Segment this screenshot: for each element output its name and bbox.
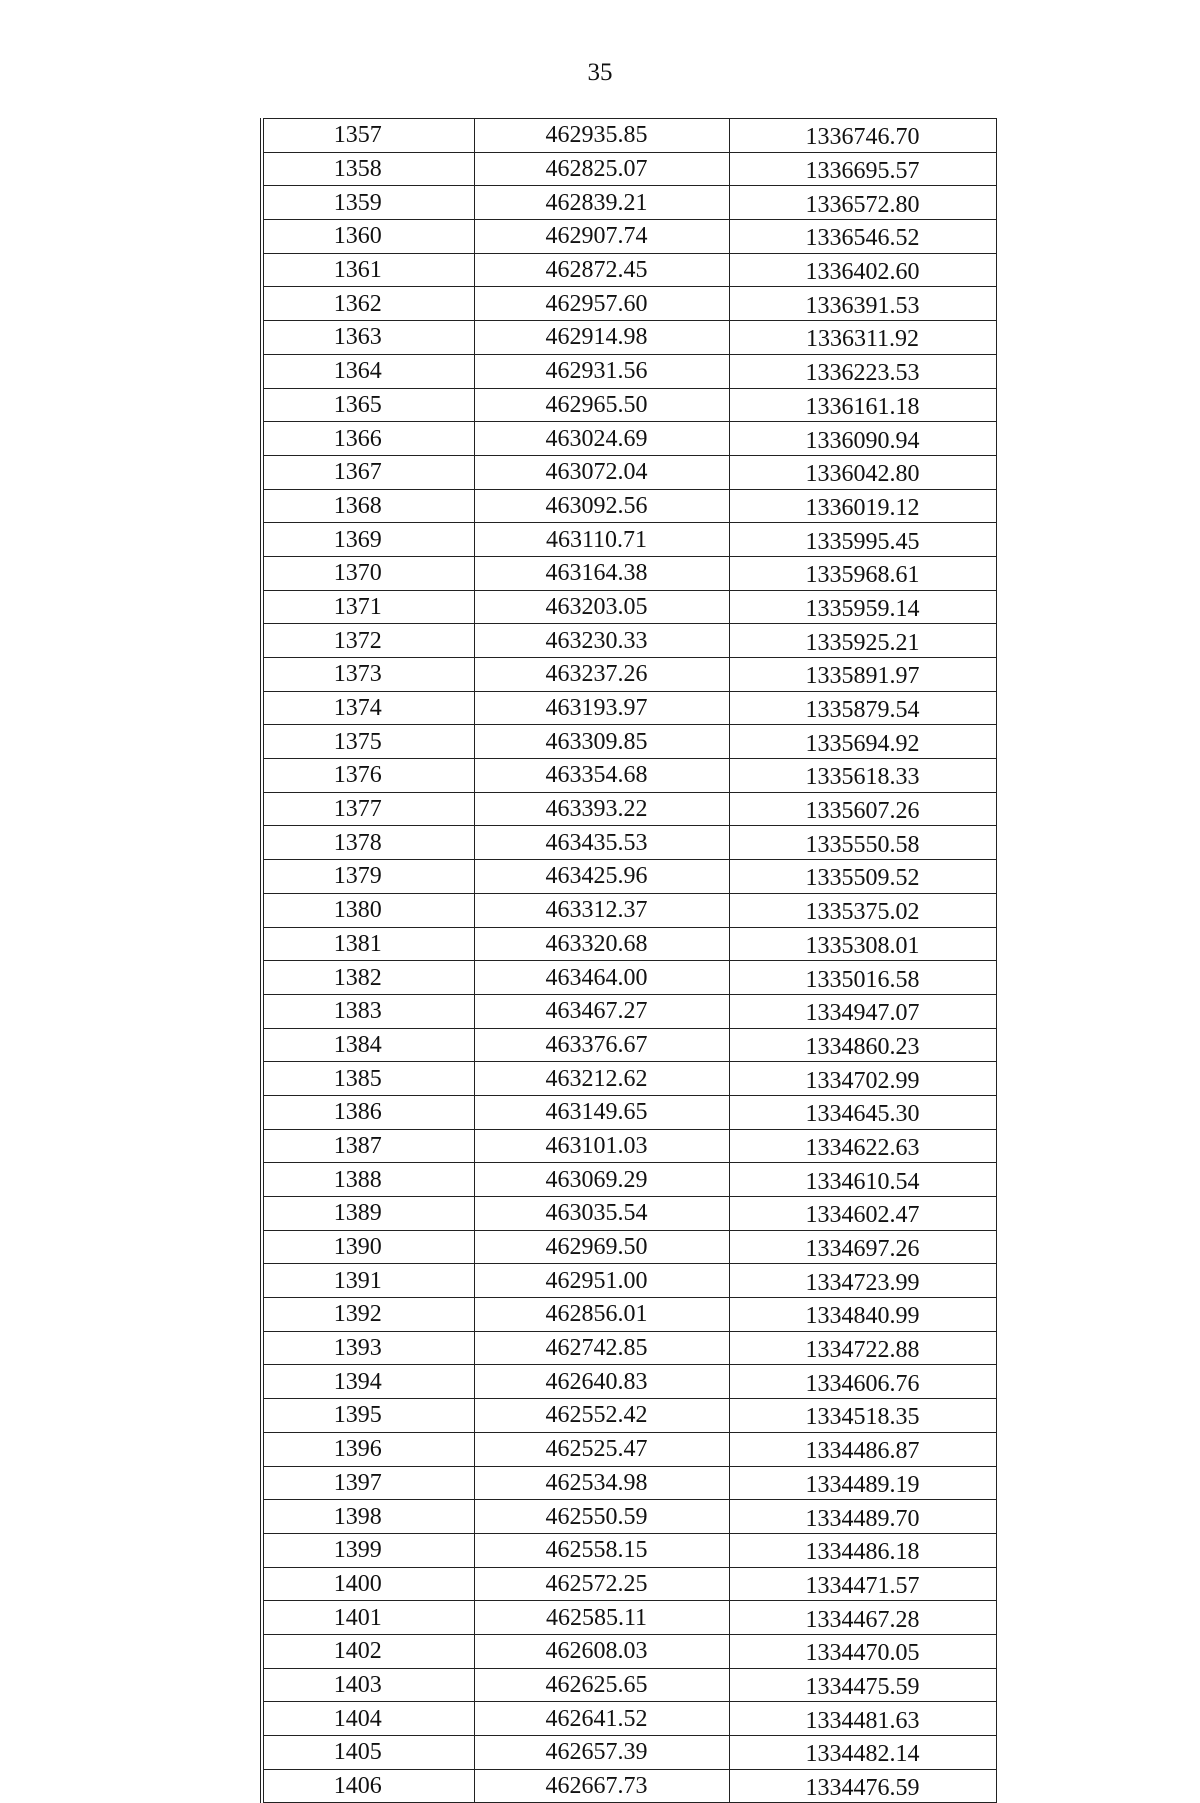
y-coordinate-cell: 1335509.52 xyxy=(729,860,996,894)
point-number-cell: 1373 xyxy=(262,658,474,692)
y-coordinate-cell: 1334482.14 xyxy=(729,1736,996,1770)
y-coordinate-cell: 1334489.19 xyxy=(729,1466,996,1500)
y-coordinate-cell: 1335550.58 xyxy=(729,826,996,860)
y-coordinate-cell: 1335959.14 xyxy=(729,590,996,624)
table-row xyxy=(262,1601,996,1635)
table-row xyxy=(262,1399,996,1433)
y-coordinate-cell: 1335618.33 xyxy=(729,759,996,793)
table-row xyxy=(262,927,996,961)
table-row xyxy=(262,1264,996,1298)
y-coordinate-cell: 1334840.99 xyxy=(729,1298,996,1332)
x-coordinate-cell: 463354.68 xyxy=(474,759,729,793)
point-number-cell: 1399 xyxy=(262,1533,474,1567)
x-coordinate-cell: 463164.38 xyxy=(474,556,729,590)
y-coordinate-cell: 1334467.28 xyxy=(729,1601,996,1635)
table-row xyxy=(262,1028,996,1062)
point-number-cell: 1392 xyxy=(262,1298,474,1332)
x-coordinate-cell: 463024.69 xyxy=(474,422,729,456)
x-coordinate-cell: 463203.05 xyxy=(474,590,729,624)
y-coordinate-cell: 1336572.80 xyxy=(729,186,996,220)
point-number-cell: 1406 xyxy=(262,1769,474,1803)
y-coordinate-cell: 1334476.59 xyxy=(729,1769,996,1803)
x-coordinate-cell: 462839.21 xyxy=(474,186,729,220)
point-number-cell: 1393 xyxy=(262,1331,474,1365)
table-row xyxy=(262,792,996,826)
point-number-cell: 1377 xyxy=(262,792,474,826)
y-coordinate-cell: 1334860.23 xyxy=(729,1028,996,1062)
table-row xyxy=(262,388,996,422)
point-number-cell: 1363 xyxy=(262,321,474,355)
point-number-cell: 1360 xyxy=(262,220,474,254)
x-coordinate-cell: 463230.33 xyxy=(474,624,729,658)
table-row xyxy=(262,826,996,860)
y-coordinate-cell: 1334622.63 xyxy=(729,1129,996,1163)
table-row xyxy=(262,893,996,927)
x-coordinate-cell: 463376.67 xyxy=(474,1028,729,1062)
table-row xyxy=(262,253,996,287)
x-coordinate-cell: 463072.04 xyxy=(474,455,729,489)
x-coordinate-cell: 462935.85 xyxy=(474,119,729,153)
y-coordinate-cell: 1334486.18 xyxy=(729,1533,996,1567)
point-number-cell: 1378 xyxy=(262,826,474,860)
x-coordinate-cell: 463393.22 xyxy=(474,792,729,826)
y-coordinate-cell: 1336402.60 xyxy=(729,253,996,287)
y-coordinate-cell: 1334702.99 xyxy=(729,1062,996,1096)
point-number-cell: 1386 xyxy=(262,1095,474,1129)
table-row xyxy=(262,1533,996,1567)
y-coordinate-cell: 1334481.63 xyxy=(729,1702,996,1736)
x-coordinate-cell: 462667.73 xyxy=(474,1769,729,1803)
y-coordinate-cell: 1336746.70 xyxy=(729,119,996,153)
point-number-cell: 1390 xyxy=(262,1230,474,1264)
table-row xyxy=(262,590,996,624)
table-row xyxy=(262,994,996,1028)
y-coordinate-cell: 1335995.45 xyxy=(729,523,996,557)
table-row xyxy=(262,1736,996,1770)
y-coordinate-cell: 1334489.70 xyxy=(729,1500,996,1534)
point-number-cell: 1364 xyxy=(262,354,474,388)
x-coordinate-cell: 462625.65 xyxy=(474,1668,729,1702)
y-coordinate-cell: 1335375.02 xyxy=(729,893,996,927)
table-row xyxy=(262,186,996,220)
coordinates-table-body xyxy=(262,119,996,1803)
table-row xyxy=(262,1163,996,1197)
y-coordinate-cell: 1334723.99 xyxy=(729,1264,996,1298)
table-row xyxy=(262,1634,996,1668)
point-number-cell: 1376 xyxy=(262,759,474,793)
table-row xyxy=(262,1567,996,1601)
table-row xyxy=(262,422,996,456)
x-coordinate-cell: 463425.96 xyxy=(474,860,729,894)
x-coordinate-cell: 462640.83 xyxy=(474,1365,729,1399)
x-coordinate-cell: 462641.52 xyxy=(474,1702,729,1736)
table-row xyxy=(262,1500,996,1534)
x-coordinate-cell: 463149.65 xyxy=(474,1095,729,1129)
x-coordinate-cell: 462907.74 xyxy=(474,220,729,254)
point-number-cell: 1382 xyxy=(262,961,474,995)
table-row xyxy=(262,287,996,321)
table-row xyxy=(262,1331,996,1365)
table-row xyxy=(262,1466,996,1500)
point-number-cell: 1395 xyxy=(262,1399,474,1433)
y-coordinate-cell: 1335891.97 xyxy=(729,658,996,692)
x-coordinate-cell: 463092.56 xyxy=(474,489,729,523)
table-row xyxy=(262,1298,996,1332)
table-row xyxy=(262,1702,996,1736)
point-number-cell: 1370 xyxy=(262,556,474,590)
point-number-cell: 1383 xyxy=(262,994,474,1028)
y-coordinate-cell: 1334606.76 xyxy=(729,1365,996,1399)
x-coordinate-cell: 462965.50 xyxy=(474,388,729,422)
point-number-cell: 1388 xyxy=(262,1163,474,1197)
point-number-cell: 1374 xyxy=(262,691,474,725)
x-coordinate-cell: 463320.68 xyxy=(474,927,729,961)
y-coordinate-cell: 1336019.12 xyxy=(729,489,996,523)
y-coordinate-cell: 1335607.26 xyxy=(729,792,996,826)
y-coordinate-cell: 1335016.58 xyxy=(729,961,996,995)
table-row xyxy=(262,220,996,254)
point-number-cell: 1403 xyxy=(262,1668,474,1702)
table-row xyxy=(262,523,996,557)
table-row xyxy=(262,556,996,590)
x-coordinate-cell: 462534.98 xyxy=(474,1466,729,1500)
y-coordinate-cell: 1335968.61 xyxy=(729,556,996,590)
x-coordinate-cell: 463212.62 xyxy=(474,1062,729,1096)
point-number-cell: 1357 xyxy=(262,119,474,153)
x-coordinate-cell: 462558.15 xyxy=(474,1533,729,1567)
table-row xyxy=(262,624,996,658)
y-coordinate-cell: 1334475.59 xyxy=(729,1668,996,1702)
table-row xyxy=(262,1432,996,1466)
y-coordinate-cell: 1334471.57 xyxy=(729,1567,996,1601)
page-number: 35 xyxy=(587,59,613,86)
y-coordinate-cell: 1334697.26 xyxy=(729,1230,996,1264)
table-row xyxy=(262,1769,996,1803)
point-number-cell: 1369 xyxy=(262,523,474,557)
x-coordinate-cell: 463101.03 xyxy=(474,1129,729,1163)
coordinates-table xyxy=(260,118,997,1803)
y-coordinate-cell: 1334610.54 xyxy=(729,1163,996,1197)
point-number-cell: 1361 xyxy=(262,253,474,287)
y-coordinate-cell: 1336311.92 xyxy=(729,321,996,355)
x-coordinate-cell: 462525.47 xyxy=(474,1432,729,1466)
y-coordinate-cell: 1334722.88 xyxy=(729,1331,996,1365)
table-row xyxy=(262,354,996,388)
x-coordinate-cell: 462585.11 xyxy=(474,1601,729,1635)
x-coordinate-cell: 462552.42 xyxy=(474,1399,729,1433)
point-number-cell: 1362 xyxy=(262,287,474,321)
table-row xyxy=(262,152,996,186)
point-number-cell: 1389 xyxy=(262,1197,474,1231)
x-coordinate-cell: 462969.50 xyxy=(474,1230,729,1264)
point-number-cell: 1375 xyxy=(262,725,474,759)
x-coordinate-cell: 463464.00 xyxy=(474,961,729,995)
point-number-cell: 1397 xyxy=(262,1466,474,1500)
point-number-cell: 1371 xyxy=(262,590,474,624)
point-number-cell: 1391 xyxy=(262,1264,474,1298)
x-coordinate-cell: 463312.37 xyxy=(474,893,729,927)
table-row xyxy=(262,860,996,894)
x-coordinate-cell: 463069.29 xyxy=(474,1163,729,1197)
point-number-cell: 1368 xyxy=(262,489,474,523)
table-row xyxy=(262,1062,996,1096)
x-coordinate-cell: 462957.60 xyxy=(474,287,729,321)
table-row xyxy=(262,455,996,489)
x-coordinate-cell: 463237.26 xyxy=(474,658,729,692)
point-number-cell: 1396 xyxy=(262,1432,474,1466)
x-coordinate-cell: 463110.71 xyxy=(474,523,729,557)
point-number-cell: 1405 xyxy=(262,1736,474,1770)
y-coordinate-cell: 1336090.94 xyxy=(729,422,996,456)
table-row xyxy=(262,725,996,759)
table-row xyxy=(262,1095,996,1129)
point-number-cell: 1365 xyxy=(262,388,474,422)
point-number-cell: 1384 xyxy=(262,1028,474,1062)
x-coordinate-cell: 463467.27 xyxy=(474,994,729,1028)
table-row xyxy=(262,658,996,692)
table-row xyxy=(262,321,996,355)
table-row xyxy=(262,1197,996,1231)
table-row xyxy=(262,759,996,793)
point-number-cell: 1379 xyxy=(262,860,474,894)
y-coordinate-cell: 1334470.05 xyxy=(729,1634,996,1668)
x-coordinate-cell: 462608.03 xyxy=(474,1634,729,1668)
x-coordinate-cell: 462572.25 xyxy=(474,1567,729,1601)
point-number-cell: 1398 xyxy=(262,1500,474,1534)
y-coordinate-cell: 1336391.53 xyxy=(729,287,996,321)
point-number-cell: 1387 xyxy=(262,1129,474,1163)
x-coordinate-cell: 462550.59 xyxy=(474,1500,729,1534)
y-coordinate-cell: 1335879.54 xyxy=(729,691,996,725)
y-coordinate-cell: 1334602.47 xyxy=(729,1197,996,1231)
x-coordinate-cell: 462951.00 xyxy=(474,1264,729,1298)
table-row xyxy=(262,1129,996,1163)
point-number-cell: 1402 xyxy=(262,1634,474,1668)
point-number-cell: 1394 xyxy=(262,1365,474,1399)
x-coordinate-cell: 462931.56 xyxy=(474,354,729,388)
x-coordinate-cell: 462914.98 xyxy=(474,321,729,355)
table-row xyxy=(262,119,996,153)
table-row xyxy=(262,489,996,523)
point-number-cell: 1404 xyxy=(262,1702,474,1736)
y-coordinate-cell: 1335308.01 xyxy=(729,927,996,961)
y-coordinate-cell: 1334645.30 xyxy=(729,1095,996,1129)
table-row xyxy=(262,961,996,995)
y-coordinate-cell: 1335694.92 xyxy=(729,725,996,759)
y-coordinate-cell: 1336042.80 xyxy=(729,455,996,489)
y-coordinate-cell: 1334486.87 xyxy=(729,1432,996,1466)
y-coordinate-cell: 1336161.18 xyxy=(729,388,996,422)
x-coordinate-cell: 462856.01 xyxy=(474,1298,729,1332)
x-coordinate-cell: 463193.97 xyxy=(474,691,729,725)
point-number-cell: 1380 xyxy=(262,893,474,927)
point-number-cell: 1381 xyxy=(262,927,474,961)
point-number-cell: 1385 xyxy=(262,1062,474,1096)
point-number-cell: 1358 xyxy=(262,152,474,186)
y-coordinate-cell: 1336546.52 xyxy=(729,220,996,254)
point-number-cell: 1400 xyxy=(262,1567,474,1601)
y-coordinate-cell: 1335925.21 xyxy=(729,624,996,658)
point-number-cell: 1372 xyxy=(262,624,474,658)
x-coordinate-cell: 462872.45 xyxy=(474,253,729,287)
y-coordinate-cell: 1334947.07 xyxy=(729,994,996,1028)
y-coordinate-cell: 1336223.53 xyxy=(729,354,996,388)
x-coordinate-cell: 462825.07 xyxy=(474,152,729,186)
table-row xyxy=(262,1230,996,1264)
x-coordinate-cell: 463309.85 xyxy=(474,725,729,759)
table-row xyxy=(262,691,996,725)
point-number-cell: 1401 xyxy=(262,1601,474,1635)
y-coordinate-cell: 1334518.35 xyxy=(729,1399,996,1433)
point-number-cell: 1359 xyxy=(262,186,474,220)
x-coordinate-cell: 463035.54 xyxy=(474,1197,729,1231)
x-coordinate-cell: 462657.39 xyxy=(474,1736,729,1770)
x-coordinate-cell: 462742.85 xyxy=(474,1331,729,1365)
point-number-cell: 1366 xyxy=(262,422,474,456)
x-coordinate-cell: 463435.53 xyxy=(474,826,729,860)
y-coordinate-cell: 1336695.57 xyxy=(729,152,996,186)
point-number-cell: 1367 xyxy=(262,455,474,489)
table-row xyxy=(262,1365,996,1399)
